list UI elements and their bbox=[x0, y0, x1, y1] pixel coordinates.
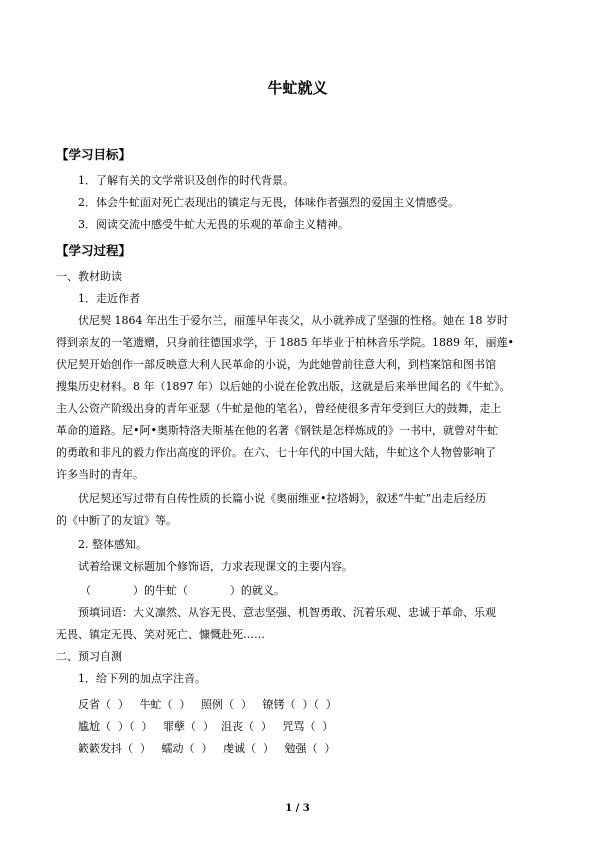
paragraph-line: 伏尼契开始创作一部反映意大利人民革命的小说，为此她曾前往意大利，到档案馆和图书馆 bbox=[56, 358, 496, 371]
pinyin-row: 簌簌发抖（ ） 蠕动（ ） 虔诚（ ） 勉强（ ） bbox=[78, 742, 336, 755]
paragraph-line: 主人公资产阶级出身的青年亚瑟（牛虻是他的笔名），曾经使很多青年受到巨大的鼓舞，走上 bbox=[56, 402, 502, 415]
pinyin-row: 反省（ ） 牛虻（ ） 照例（ ） 镣铐（ ）（ ） bbox=[78, 698, 337, 711]
paragraph-line: 许多当时的青年。 bbox=[56, 468, 144, 481]
goal-item: 2．体会牛虻面对死亡表现出的镇定与无畏，体味作者强烈的爱国主义情感受。 bbox=[78, 196, 459, 209]
goals-heading: 【学习目标】 bbox=[56, 147, 132, 162]
item1-heading: 1．走近作者 bbox=[78, 292, 140, 305]
item2-instruction: 试着给课文标题加个修饰语，力求表现课文的主要内容。 bbox=[78, 560, 353, 573]
page-number: 1 / 3 bbox=[285, 803, 310, 814]
prefill-line: 无畏、镇定无畏、笑对死亡、慷慨赴死…… bbox=[56, 628, 265, 641]
goal-item: 1．了解有关的文学常识及创作的时代背景。 bbox=[78, 174, 294, 187]
fill-blank-line: （ ）的牛虻（ ）的就义。 bbox=[80, 584, 285, 597]
item2-heading: 2. 整体感知。 bbox=[78, 538, 147, 551]
part2-heading: 二、预习自测 bbox=[56, 650, 122, 663]
paragraph-line: 伏尼契 1864 年出生于爱尔兰，丽莲早年丧父，从小就养成了坚强的性格。她在 18 岁时 bbox=[78, 314, 508, 327]
paragraph-line: 伏尼契还写过带有自传性质的长篇小说《奥丽维亚•拉塔姆》，叙述“牛虻”出走后经历 bbox=[78, 492, 487, 505]
pinyin-row: 尴尬（ ）（ ） 罪孽（ ） 沮丧（ ） 咒骂（ ） bbox=[78, 720, 334, 733]
paragraph-line: 的勇敢和非凡的毅力作出高度的评价。在六、七十年代的中国大陆，牛虻这个人物曾影响了 bbox=[56, 446, 496, 459]
goal-item: 3．阅读交流中感受牛虻大无畏的乐观的革命主义精神。 bbox=[78, 218, 349, 231]
prefill-line: 预填词语：大义凛然、从容无畏、意志坚强、机智勇敢、沉着乐观、忠诚于革命、乐观 bbox=[78, 606, 496, 619]
paragraph-line: 的《中断了的友谊》等。 bbox=[56, 514, 177, 527]
question-1: 1．给下列的加点字注音。 bbox=[78, 672, 206, 685]
paragraph-line: 革命的道路。尼•阿•奥斯特洛夫斯基在他的名著《钢铁是怎样炼成的》一书中，就曾对牛虻 bbox=[56, 424, 498, 437]
part1-heading: 一、教材助读 bbox=[56, 270, 122, 283]
process-heading: 【学习过程】 bbox=[56, 243, 132, 258]
page-title: 牛虻就义 bbox=[267, 79, 328, 97]
paragraph-line: 搜集历史材料。8 年（1897 年）以后她的小说在伦敦出版，这就是后来举世闻名的《牛虻》。 bbox=[56, 380, 511, 393]
paragraph-line: 得到亲友的一笔遗赠，只身前往德国求学，于 1885 年毕业于柏林音乐学院。1889 年，丽莲• bbox=[56, 336, 514, 349]
